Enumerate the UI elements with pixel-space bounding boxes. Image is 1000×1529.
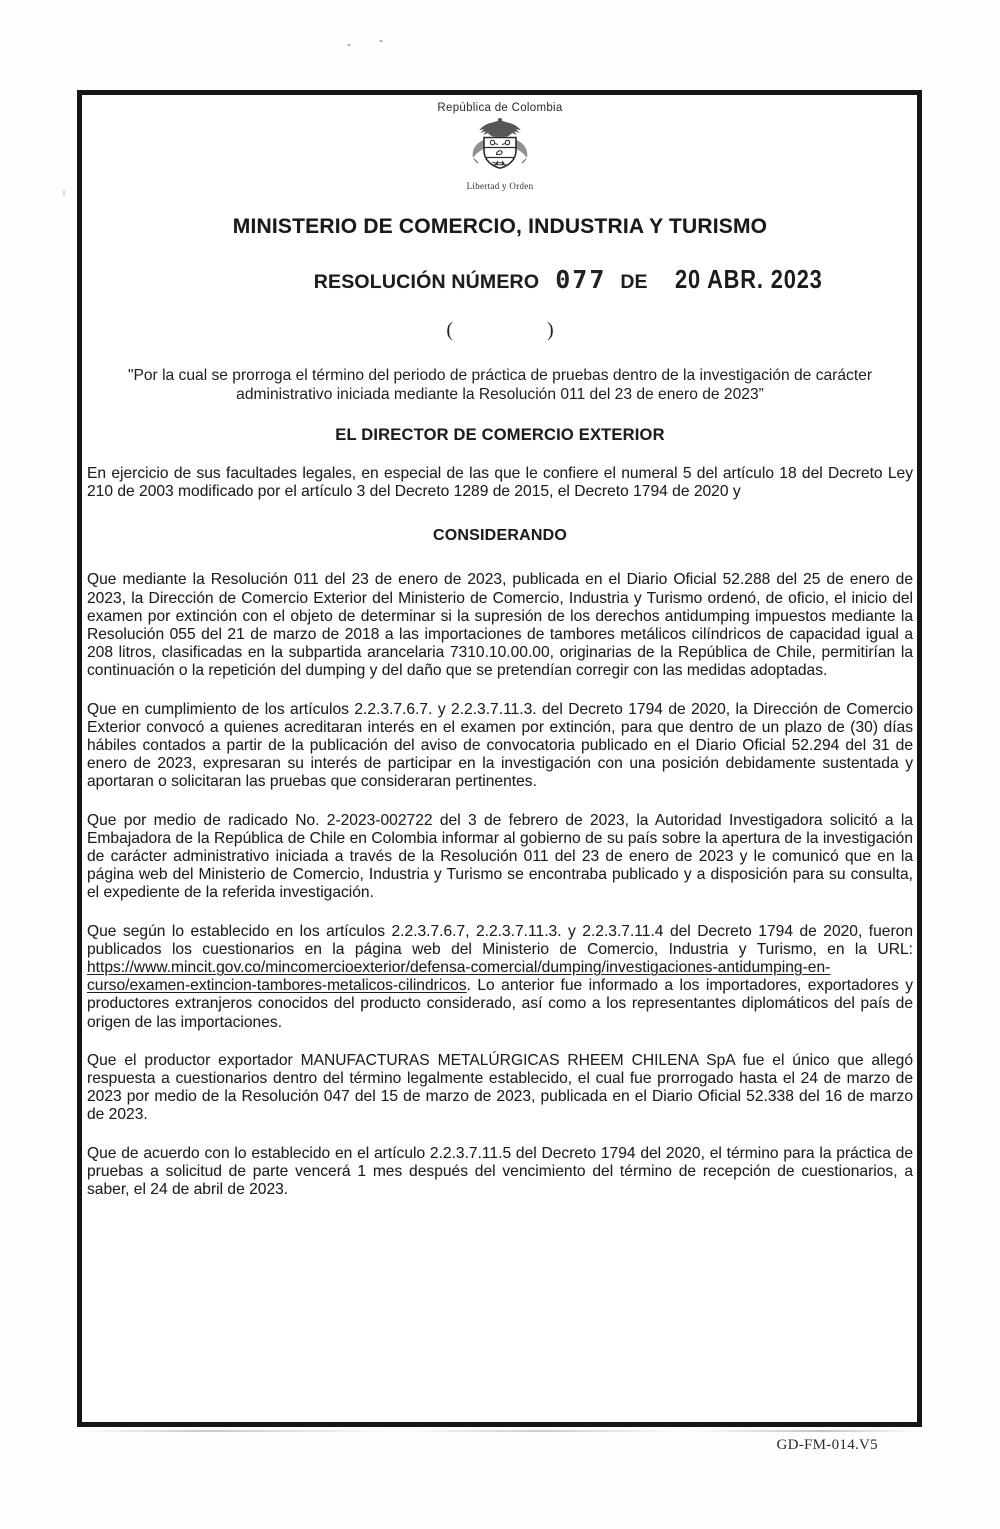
colombia-coat-of-arms-icon: [460, 116, 540, 180]
document-frame: [77, 90, 922, 1427]
text-segment: Que por medio de radicado No. 2-2023-002722 del 3 de febrero de 2023, la Autoridad Investigadora solicitó a la Embajadora de la República de Chile en Colombia informar al gobierno de su país sobre la apertura de la investigación de carácter administrativo iniciada a través de la Resolución 011 del 23 de enero de 2023 y le comunicó que en la página web del Ministerio de Comercio, Industria y Turismo se encontraba publicado y a disposición para su consulta, el expediente de la referida investigación.: [87, 811, 913, 902]
considerando-paragraph-3: [87, 812, 913, 903]
considerando-paragraph-6: [87, 1145, 913, 1200]
considerando-paragraph-1: [87, 571, 913, 680]
scan-noise-speck: [379, 40, 383, 42]
text-segment: Que el productor exportador MANUFACTURAS METALÚRGICAS RHEEM CHILENA SpA fue el único que allegó respuesta a cuestionarios dentro del término legalmente establecido, el cual fue prorrogado hasta el 24 de marzo de 2023 por medio de la Resolución 047 del 15 de marzo de 2023, publicada en el Diario Oficial 52.338 del 16 de marzo de 2023.: [87, 1051, 913, 1124]
inline-url-link[interactable]: https://www.mincit.gov.co/mincomercioexterior/defensa-comercial/dumping/investigaciones-antidumping-en-curso/examen-extincion-tambores-metalicos-cilindricos: [87, 959, 831, 995]
resolution-number-line: [87, 264, 913, 295]
scan-noise-streak: [80, 1430, 922, 1432]
ministry-title: MINISTERIO DE COMERCIO, INDUSTRIA Y TURISMO: [232, 215, 768, 238]
resolution-label: RESOLUCIÓN NÚMERO: [313, 271, 540, 293]
text-segment: Que según lo establecido en los artículos 2.2.3.7.6.7, 2.2.3.7.11.3. y 2.2.3.7.11.4 del Decreto 1794 de 2020, fueron publicados los cuestionarios en la página web del Ministerio de Comercio, Industria y Turismo, en la URL:: [87, 922, 913, 958]
resolution-date-stamp: 20 ABR. 2023: [675, 264, 824, 294]
paren-open: (: [446, 319, 453, 341]
considering-heading: CONSIDERANDO: [433, 527, 567, 545]
subject-clause: "Por la cual se prorroga el término del periodo de práctica de pruebas dentro de la investigación de carácter administrativo iniciada mediante la Resolución 011 del 23 de enero de 2023”: [127, 367, 873, 403]
paren-close: ): [547, 319, 554, 341]
motto-label: Libertad y Orden: [466, 181, 534, 191]
text-segment: Que mediante la Resolución 011 del 23 de enero de 2023, publicada en el Diario Oficial 52.288 del 25 de enero de 2023, la Dirección de Comercio Exterior del Ministerio de Comercio, Industria y Turismo ordenó, de oficio, el inicio del examen por extinción con el objeto de determinar si la supresión de los derechos antidumping impuestos mediante la Resolución 055 del 21 de marzo de 2018 a las importaciones de tambores metálicos cilíndricos de capacidad igual a 208 litros, clasificadas en la subpartida arancelaria 7310.10.00.00, originarias de la República de Chile, permitirían la continuación o la repetición del dumping y del daño que se pretendían corregir con las medidas adoptadas.: [87, 571, 913, 680]
resolution-number-stamp: 077: [555, 265, 607, 294]
text-segment: . Lo anterior fue informado a los importadores, exportadores y productores extranjeros conocidos del producto considerado, así como a los representantes diplomáticos del país de origen de las importaciones.: [87, 977, 913, 1031]
considerando-paragraphs: [87, 571, 913, 1199]
scan-noise-speck: [63, 190, 65, 196]
footer-form-code: GD-FM-014.V5: [776, 1437, 878, 1453]
text-segment: Que de acuerdo con lo establecido en el artículo 2.2.3.7.11.5 del Decreto 1794 del 2020, el término para la práctica de pruebas a solicitud de parte vencerá 1 mes después del vencimiento del término de recepción de cuestionarios, a saber, el 24 de abril de 2023.: [87, 1144, 913, 1199]
text-segment: Que en cumplimiento de los artículos 2.2.3.7.6.7. y 2.2.3.7.11.3. del Decreto 1794 de 2020, la Dirección de Comercio Exterior convocó a quienes acreditaran interés en el examen por extinción, para que dentro de un plazo de (30) días hábiles contados a partir de la publicación del aviso de convocatoria publicado en el Diario Oficial 52.294 del 31 de enero de 2023, expresaran su interés de participar en la investigación con una posición debidamente sustentada y aportaran o solicitaran las pruebas que consideraran pertinentes.: [87, 700, 913, 791]
preamble-text: En ejercicio de sus facultades legales, en especial de las que le confiere el numeral 5 del artículo 18 del Decreto Ley 210 de 2003 modificado por el artículo 3 del Decreto 1289 de 2015, el Decreto 1794 de 2020 y: [87, 465, 913, 501]
date-parentheses: [87, 319, 913, 342]
authority-heading: EL DIRECTOR DE COMERCIO EXTERIOR: [335, 426, 665, 444]
resolution-connector: DE: [620, 271, 648, 293]
considerando-paragraph-5: [87, 1052, 913, 1125]
considerando-paragraph-2: [87, 701, 913, 792]
letterhead: [87, 102, 913, 191]
republic-label: República de Colombia: [437, 102, 563, 114]
scan-noise-speck: [347, 44, 351, 46]
considerando-paragraph-4: [87, 923, 913, 1032]
